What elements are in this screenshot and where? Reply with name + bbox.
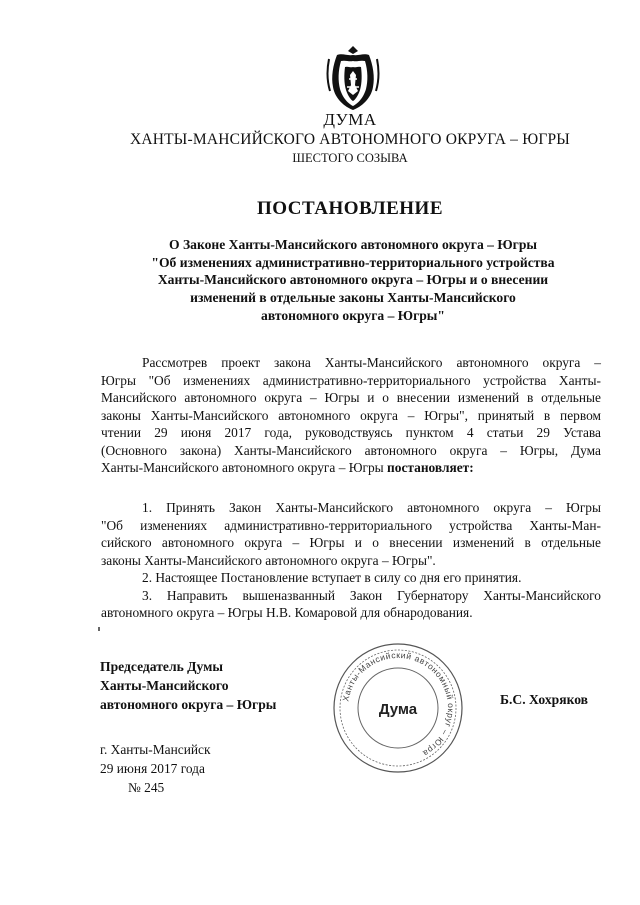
item-1-line: сийского автономного округа – Югры и о внесении изменений в отдельные — [101, 535, 601, 550]
preamble-line: чтении 29 июня 2017 года, руководствуясь пунктом 4 статьи 29 Устава — [101, 425, 601, 440]
position-line: Председатель Думы — [100, 659, 224, 674]
preamble-paragraph — [101, 354, 601, 477]
subject-line: О Законе Ханты-Мансийского автономного округа – Югры — [169, 237, 537, 252]
place: г. Ханты-Мансийск — [100, 742, 211, 757]
institution-name: ДУМА — [323, 110, 377, 129]
item-1-line: законы Ханты-Мансийского автономного округа – Югры". — [101, 552, 436, 568]
preamble-line: законы Ханты-Мансийского автономного округа – Югры", принятый в первом — [101, 407, 601, 423]
subject-line: изменений в отдельные законы Ханты-Мансийского — [190, 290, 516, 306]
preamble-line: Ханты-Мансийского автономного округа – Югры — [101, 460, 388, 475]
region-name: ХАНТЫ-МАНСИЙСКОГО АВТОНОМНОГО ОКРУГА – ЮГРЫ — [129, 131, 571, 148]
item-1-line: 1. Принять Закон Ханты-Мансийского автономного округа – Югры — [142, 500, 601, 515]
preamble-line: Мансийского автономного округа – Югры и о внесении изменений в отдельные — [101, 390, 601, 405]
document-subject — [118, 236, 588, 325]
item-1-line: "Об изменениях административно-территориального устройства Ханты-Ман- — [101, 517, 601, 533]
signatory-name: Б.С. Хохряков — [500, 692, 589, 707]
subject-line: Ханты-Мансийского автономного округа – Югры и о внесении — [157, 272, 549, 288]
scan-speck — [98, 627, 100, 631]
resolves-word: постановляет: — [387, 460, 474, 475]
position-line: автономного округа – Югры — [100, 697, 277, 712]
preamble-line: (Основного закона) Ханты-Мансийского автономного округа – Югры, Дума — [101, 442, 601, 458]
stamp-center-text: Дума — [378, 701, 418, 718]
document-footer — [100, 740, 211, 797]
document-number: № 245 — [128, 780, 165, 795]
stamp-ring-text: Ханты-Мансийский автономный округ – Югра — [340, 649, 457, 759]
item-3-line: автономного округа – Югры Н.В. Комаровой для обнародования. — [101, 605, 473, 620]
coat-of-arms-icon — [325, 45, 381, 111]
official-stamp — [330, 640, 466, 776]
preamble-last-line — [101, 459, 601, 477]
position-line: Ханты-Мансийского — [100, 678, 229, 693]
item-2: 2. Настоящее Постановление вступает в силу со дня его принятия. — [142, 570, 522, 585]
document-type: ПОСТАНОВЛЕНИЕ — [256, 198, 444, 219]
convocation: ШЕСТОГО СОЗЫВА — [292, 151, 408, 165]
preamble-line: Югры "Об изменениях административно-территориального устройства Ханты- — [101, 372, 601, 388]
subject-line: автономного округа – Югры" — [261, 307, 445, 323]
item-3-line: 3. Направить вышеназванный Закон Губернатору Ханты-Мансийского — [142, 587, 601, 603]
preamble-line: Рассмотрев проект закона Ханты-Мансийского автономного округа – — [142, 355, 601, 370]
subject-line: "Об изменениях административно-территориального устройства — [151, 254, 555, 270]
date: 29 июня 2017 года — [100, 761, 205, 776]
resolution-items — [101, 499, 601, 622]
signatory-position — [100, 657, 276, 714]
